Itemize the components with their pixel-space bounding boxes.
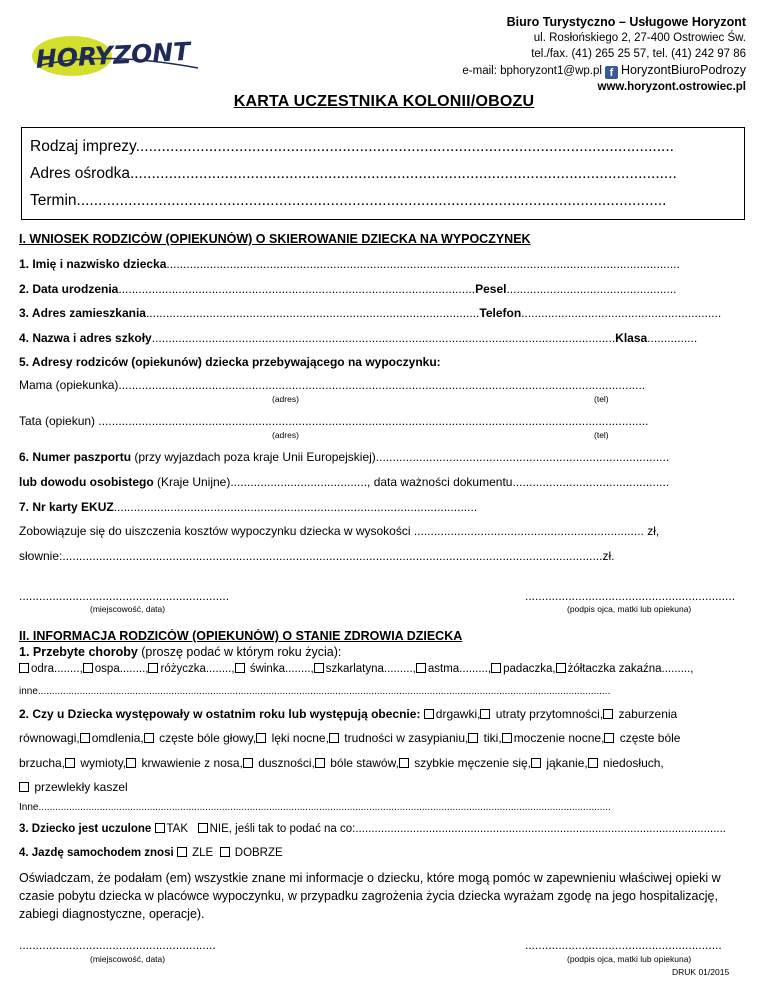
disease-astma: astma.........,	[427, 663, 492, 675]
phone-dots: ............................................................	[521, 306, 722, 320]
checkbox-allergy-no[interactable]	[198, 823, 208, 833]
father-row[interactable]: Tata (opiekun) .....................................................................................................................................................................	[19, 414, 649, 428]
checkbox-bole-glowy[interactable]	[144, 733, 154, 743]
disease-swinka: świnka........,	[246, 663, 314, 675]
car-travel-label: 4. Jazdę samochodem znosi	[19, 847, 174, 859]
checkbox-zoltaczka[interactable]	[556, 663, 566, 673]
checkbox-szkarlatyna[interactable]	[314, 663, 324, 673]
past-diseases-heading	[19, 645, 749, 659]
birth-date-label: 2. Data urodzenia	[19, 282, 119, 296]
past-diseases-text: (proszę podać w którym roku życia):	[137, 645, 342, 659]
checkbox-wymioty[interactable]	[65, 758, 75, 768]
diseases-row	[19, 663, 749, 675]
cost-commitment-row[interactable]: Zobowiązuje się do uiszczenia kosztów wypoczynku dziecka w wysokości ..................................................................... zł,	[19, 524, 660, 538]
company-email[interactable]: e-mail: bphoryzont1@wp.pl	[462, 65, 602, 77]
checkbox-rozyczka[interactable]	[148, 663, 158, 673]
form-code: DRUK 01/2015	[672, 967, 730, 977]
car-good-label: DOBRZE	[231, 847, 283, 859]
disease-padaczka: padaczka,	[503, 663, 556, 675]
event-type-field[interactable]: Rodzaj imprezy.............................................................................................................................	[30, 138, 674, 155]
passport-label: 6. Numer paszportu	[19, 450, 132, 464]
birth-date-row[interactable]	[19, 282, 749, 296]
disease-szkarlatyna: szkarlatyna.........,	[325, 663, 416, 675]
symptoms-row-4	[19, 780, 749, 794]
checkbox-niedosluch[interactable]	[588, 758, 598, 768]
checkbox-meczenie[interactable]	[399, 758, 409, 768]
symptoms-row-3	[19, 756, 749, 770]
company-contact-line	[462, 62, 746, 79]
other-diseases-row[interactable]: inne..............................................................................................................................................................................................................	[19, 686, 611, 697]
home-address-dots: ....................................................................................................	[145, 306, 480, 320]
signature-hint-1: (podpis ojca, matki lub opiekuna)	[567, 604, 692, 614]
symptom-trudnosci-zasypianie: trudności w zasypianiu,	[340, 731, 469, 745]
symptom-rownowagi-text: równowagi,	[19, 731, 80, 745]
symptom-bole-stawow: bóle stawów,	[326, 756, 399, 770]
checkbox-car-bad[interactable]	[177, 847, 187, 857]
checkbox-omdlenia[interactable]	[80, 733, 90, 743]
declaration-paragraph: Oświadczam, że podałam (em) wszystkie znane mi informacje o dziecku, które mogą pomóc w zapewnieniu właściwej opieki w czasie pobytu dziecka w placówce wypoczynku, w przypadku zagrożenia życia dziecka wyrażam zgodę na jego hospitalizację, zabiegi diagnostyczne, operacje).	[19, 871, 721, 921]
section-1-heading	[19, 232, 749, 246]
signature-hint-2: (podpis ojca, matki lub opiekuna)	[567, 954, 692, 964]
father-address-hint: (adres)	[272, 430, 299, 440]
symptom-dusznosci: duszności,	[254, 756, 315, 770]
checkbox-swinka[interactable]	[235, 663, 245, 673]
checkbox-ospa[interactable]	[83, 663, 93, 673]
mother-row[interactable]: Mama (opiekunka)..............................................................................................................................................................	[19, 378, 646, 392]
company-phones: tel./fax. (41) 265 25 57, tel. (41) 242 97 86	[531, 48, 746, 60]
section-2-heading	[19, 629, 749, 643]
checkbox-astma[interactable]	[416, 663, 426, 673]
school-dots: ...........................................................................................................................................	[151, 331, 616, 345]
ekuz-row[interactable]	[19, 500, 749, 514]
company-name: Biuro Turystyczno – Usługowe Horyzont	[506, 15, 746, 29]
id-card-label: lub dowodu osobistego	[19, 475, 154, 489]
checkbox-drgawki[interactable]	[424, 709, 434, 719]
symptom-drgawki: drgawki,	[435, 707, 481, 721]
event-info-box	[21, 127, 745, 220]
symptom-meczenie: szybkie męczenie się,	[410, 756, 531, 770]
amount-in-words-row[interactable]: słownie:..................................................................................................................................................................zł.	[19, 549, 615, 563]
horyzont-logo	[30, 30, 200, 80]
disease-odra: odra........,	[31, 663, 83, 675]
symptom-brzucha-text: brzucha,	[19, 756, 66, 770]
checkbox-leki-nocne[interactable]	[256, 733, 266, 743]
symptom-tiki: tiki,	[480, 731, 502, 745]
checkbox-allergy-yes[interactable]	[155, 823, 165, 833]
checkbox-przewlekly-kaszel[interactable]	[19, 782, 29, 792]
disease-zoltaczka: żółtaczka zakaźna.........,	[567, 663, 694, 675]
symptom-leki-nocne: lęki nocne,	[268, 731, 329, 745]
checkbox-odra[interactable]	[19, 663, 29, 673]
school-label: 4. Nazwa i adres szkoły	[19, 331, 152, 345]
symptom-zaburzenia: zaburzenia	[615, 707, 678, 721]
car-travel-row	[19, 847, 749, 859]
class-dots: ...............	[647, 331, 698, 345]
facebook-icon: f	[605, 66, 618, 79]
checkbox-utraty-przytomnosci[interactable]	[480, 709, 490, 719]
id-card-text: (Kraje Unijne)........................................., data ważności dokumentu...............................................	[153, 475, 670, 489]
id-card-row[interactable]	[19, 475, 749, 489]
pesel-dots: ...................................................	[506, 282, 677, 296]
birth-date-dots: ...........................................................................................................	[118, 282, 476, 296]
checkbox-car-good[interactable]	[220, 847, 230, 857]
place-date-hint-1: (miejscowość, data)	[90, 604, 166, 614]
place-date-line-2[interactable]: ...........................................................	[19, 938, 216, 952]
checkbox-jakanie[interactable]	[531, 758, 541, 768]
disease-ospa: ospa........,	[94, 663, 149, 675]
passport-row[interactable]	[19, 450, 749, 464]
allergy-yes-label: TAK	[166, 823, 189, 835]
symptom-jakanie: jąkanie,	[543, 756, 588, 770]
symptoms-row-1	[19, 707, 749, 721]
checkbox-tiki[interactable]	[468, 733, 478, 743]
phone-label: Telefon	[479, 306, 522, 320]
company-address: ul. Rosłońskiego 2, 27-400 Ostrowiec Św.	[533, 32, 746, 44]
checkbox-bole-brzucha[interactable]	[604, 733, 614, 743]
checkbox-moczenie-nocne[interactable]	[502, 733, 512, 743]
logo-text: HORYZONT	[35, 36, 192, 74]
symptoms-row-2	[19, 731, 749, 745]
symptom-omdlenia: omdlenia,	[91, 731, 144, 745]
child-name-dots: ..........................................................................................................................................................	[166, 257, 680, 271]
class-label: Klasa	[615, 331, 648, 345]
section-2-heading-text: II. INFORMACJA RODZICÓW (OPIEKUNÓW) O STANIE ZDROWIA DZIECKA	[19, 629, 463, 643]
past-diseases-label: 1. Przebyte choroby	[19, 645, 138, 659]
checkbox-trudnosci-zasypianie[interactable]	[329, 733, 339, 743]
child-name-row[interactable]	[19, 257, 749, 271]
checkbox-dusznosci[interactable]	[243, 758, 253, 768]
parents-label: 5. Adresy rodziców (opiekunów) dziecka przebywającego na wypoczynku:	[19, 355, 441, 369]
section-1-heading-text: I. WNIOSEK RODZICÓW (OPIEKUNÓW) O SKIEROWANIE DZIECKA NA WYPOCZYNEK	[19, 232, 531, 246]
symptom-utraty-przytomnosci: utraty przytomności,	[492, 707, 604, 721]
place-date-hint-2: (miejscowość, data)	[90, 954, 166, 964]
symptom-bole-glowy: częste bóle głowy,	[155, 731, 257, 745]
parents-heading-row	[19, 355, 749, 369]
pesel-label: Pesel	[475, 282, 507, 296]
symptoms-label: 2. Czy u Dziecka występowały w ostatnim roku lub występują obecnie:	[19, 707, 421, 721]
term-field[interactable]: Termin.........................................................................................................................................	[30, 192, 667, 209]
car-bad-label: ŹLE	[188, 847, 214, 859]
disease-rozyczka: różyczka........,	[160, 663, 235, 675]
home-address-label: 3. Adres zamieszkania	[19, 306, 146, 320]
school-row[interactable]	[19, 331, 749, 345]
allergy-label: 3. Dziecko jest uczulone	[19, 823, 152, 835]
checkbox-zaburzenia-rownowagi[interactable]	[603, 709, 613, 719]
symptom-przewlekly-kaszel: przewlekły kaszel	[31, 780, 128, 794]
mother-tel-hint: (tel)	[594, 394, 609, 404]
allergy-dots[interactable]: ....................................................................................................................	[355, 823, 726, 835]
company-website[interactable]: www.horyzont.ostrowiec.pl	[597, 81, 746, 93]
home-address-row[interactable]	[19, 306, 749, 320]
symptom-moczenie-nocne: moczenie nocne,	[513, 731, 605, 745]
document-title: KARTA UCZESTNIKA KOLONII/OBOZU	[233, 93, 535, 110]
checkbox-padaczka[interactable]	[491, 663, 501, 673]
ekuz-dots: .............................................................................................................	[113, 500, 478, 514]
symptom-wymioty: wymioty,	[77, 756, 127, 770]
company-info	[462, 14, 746, 95]
other-symptoms-row[interactable]: Inne..............................................................................................................................................................................................................	[19, 802, 611, 813]
checkbox-krwawienie-z-nosa[interactable]	[126, 758, 136, 768]
symptom-niedosluch: niedosłuch,	[599, 756, 664, 770]
company-facebook[interactable]: HoryzontBiuroPodrozy	[620, 63, 746, 77]
allergy-no-label: NIE, jeśli tak to podać na co:	[209, 823, 356, 835]
allergy-row	[19, 823, 749, 835]
child-name-label: 1. Imię i nazwisko dziecka	[19, 257, 167, 271]
mother-address-hint: (adres)	[272, 394, 299, 404]
symptom-bole-brzucha: częste bóle	[616, 731, 681, 745]
signature-line-1[interactable]: ...............................................................	[525, 589, 736, 603]
signature-line-2[interactable]: ...........................................................	[525, 938, 722, 952]
passport-text: (przy wyjazdach poza kraje Unii Europejskiej)........................................................................................	[131, 450, 670, 464]
place-date-line-1[interactable]: ...............................................................	[19, 589, 230, 603]
checkbox-bole-stawow[interactable]	[315, 758, 325, 768]
ekuz-label: 7. Nr karty EKUZ	[19, 500, 114, 514]
father-tel-hint: (tel)	[594, 430, 609, 440]
symptom-krwawienie-z-nosa: krwawienie z nosa,	[138, 756, 243, 770]
venue-address-field[interactable]: Adres ośrodka...............................................................................................................................	[30, 165, 677, 182]
